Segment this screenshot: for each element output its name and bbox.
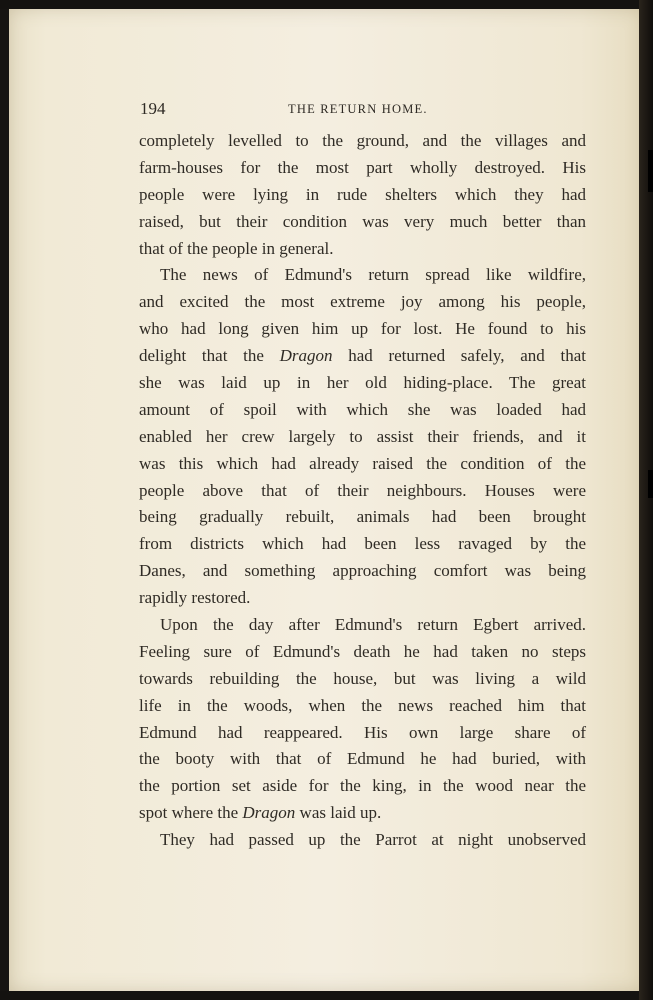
text-line: Upon the day after Edmund's return Egbert arrived.: [160, 615, 586, 635]
body-text: [139, 128, 586, 854]
ship-name: Dragon: [242, 803, 296, 823]
text-line: delight that the Dragon had returned safely, and that: [139, 346, 586, 366]
text-line: being gradually rebuilt, animals had been brought: [139, 507, 586, 527]
text-line: raised, but their condition was very much better than: [139, 211, 586, 231]
text-line: from districts which had been less ravaged by the: [139, 534, 586, 554]
spine-shadow-mark: [648, 150, 653, 192]
text-line: completely levelled to the ground, and the villages and: [139, 131, 586, 150]
scan-edge-bottom: [0, 991, 653, 1000]
text-line: people above that of their neighbours. Houses were: [139, 480, 586, 500]
text-line: They had passed up the Parrot at night unobserved: [160, 830, 586, 850]
text-line: that of the people in general.: [139, 238, 334, 258]
text-line: who had long given him up for lost. He found to his: [139, 319, 586, 339]
text-line: rapidly restored.: [139, 588, 251, 608]
running-header: [140, 99, 586, 119]
text-line: towards rebuilding the house, but was living a wild: [139, 668, 586, 688]
text-line: was this which had already raised the condition of the: [139, 453, 586, 473]
text-line: enabled her crew largely to assist their friends, and it: [139, 426, 586, 446]
text-line: Edmund had reappeared. His own large share of: [139, 722, 586, 742]
text-line: and excited the most extreme joy among his people,: [139, 292, 586, 312]
text-line: the portion set aside for the king, in the wood near the: [139, 776, 586, 796]
text-line: spot where the Dragon was laid up.: [139, 803, 382, 823]
text-line: farm-houses for the most part wholly destroyed. His: [139, 157, 586, 177]
ship-name: Dragon: [279, 346, 333, 366]
scan-edge-top: [0, 0, 653, 9]
scan-edge-left: [0, 0, 9, 1000]
text-line: people were lying in rude shelters which they had: [139, 184, 586, 204]
text-line: Danes, and something approaching comfort was being: [139, 561, 586, 581]
text-line: she was laid up in her old hiding-place. The great: [139, 373, 586, 393]
page-number: 194: [140, 99, 166, 118]
text-line: The news of Edmund's return spread like wildfire,: [160, 265, 586, 285]
text-line: the booty with that of Edmund he had buried, with: [139, 749, 586, 769]
text-line: amount of spoil with which she was loaded had: [139, 399, 586, 419]
running-title: THE RETURN HOME.: [288, 102, 428, 116]
text-line: life in the woods, when the news reached him that: [139, 695, 586, 715]
spine-shadow-mark: [648, 470, 653, 498]
text-line: Feeling sure of Edmund's death he had taken no steps: [139, 641, 586, 661]
